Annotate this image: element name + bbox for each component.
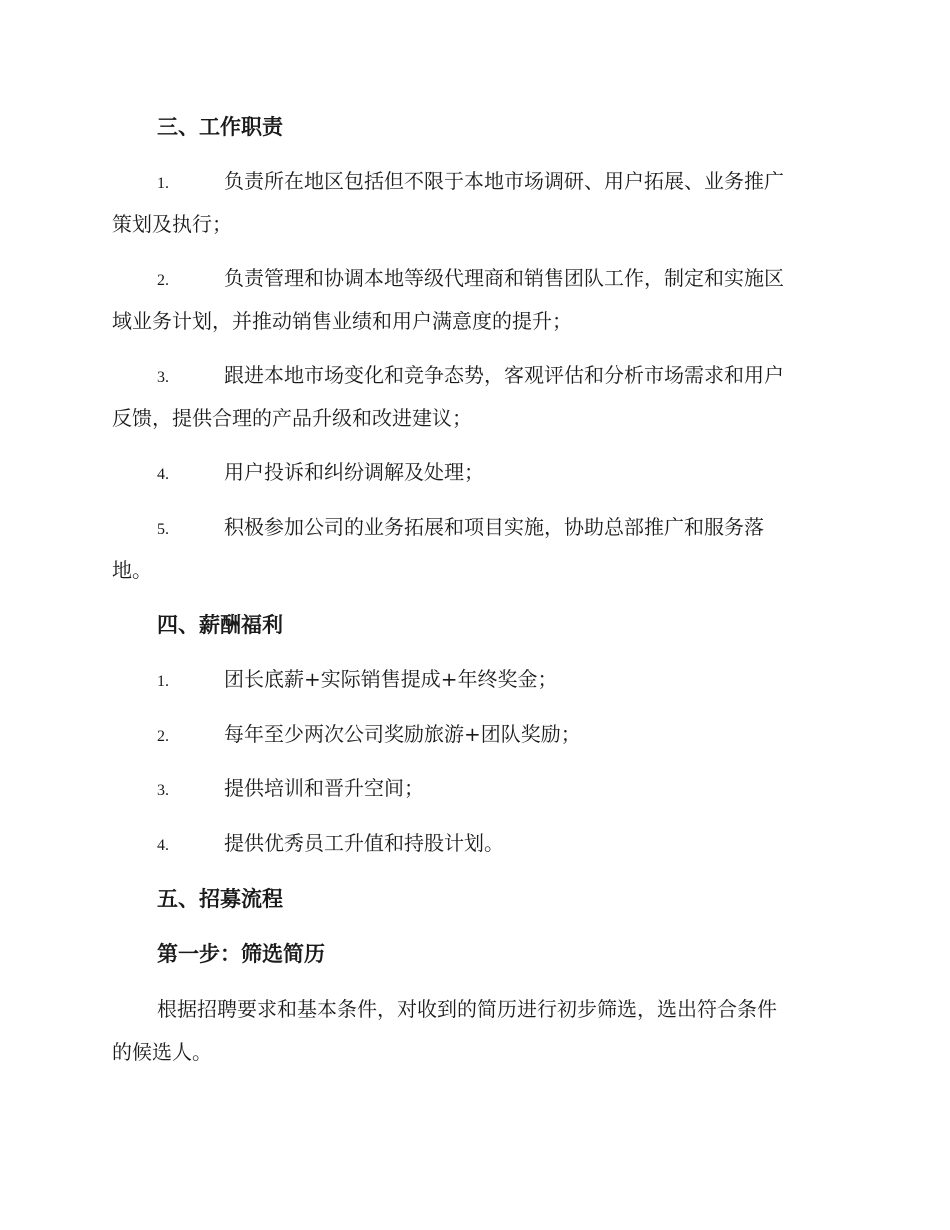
list-item-text: 跟进本地市场变化和竞争态势，客观评估和分析市场需求和用户 (224, 363, 784, 387)
list-item-number: 3. (157, 369, 169, 386)
list-item-text: 积极参加公司的业务拓展和项目实施，协助总部推广和服务落 (224, 515, 764, 539)
list-item-number: 4. (157, 466, 169, 483)
list-item-text-continued: 地。 (112, 558, 152, 582)
list-item-text: 提供优秀员工升值和持股计划。 (224, 831, 504, 855)
section-heading-duties: 三、工作职责 (157, 114, 283, 139)
list-item-text: 提供培训和晋升空间； (224, 776, 424, 800)
list-item-text-continued: 反馈，提供合理的产品升级和改进建议； (112, 406, 472, 430)
section-heading-recruitment: 五、招募流程 (157, 886, 283, 911)
step-heading: 第一步：筛选简历 (157, 941, 325, 966)
list-item-number: 1. (157, 673, 169, 690)
list-item-number: 2. (157, 272, 169, 289)
list-item-number: 5. (157, 521, 169, 538)
list-item-number: 2. (157, 728, 169, 745)
list-item-text-continued: 域业务计划，并推动销售业绩和用户满意度的提升； (112, 309, 572, 333)
list-item-text-continued: 策划及执行； (112, 212, 232, 236)
list-item-text: 负责所在地区包括但不限于本地市场调研、用户拓展、业务推广 (224, 169, 784, 193)
list-item-number: 1. (157, 175, 169, 192)
paragraph-text: 根据招聘要求和基本条件，对收到的简历进行初步筛选，选出符合条件 (157, 997, 777, 1021)
list-item-text: 用户投诉和纠纷调解及处理； (224, 460, 484, 484)
list-item-text: 每年至少两次公司奖励旅游+团队奖励； (224, 722, 581, 746)
list-item-number: 3. (157, 782, 169, 799)
paragraph-text-continued: 的候选人。 (112, 1040, 212, 1064)
section-heading-benefits: 四、薪酬福利 (157, 612, 283, 637)
list-item-number: 4. (157, 837, 169, 854)
list-item-text: 负责管理和协调本地等级代理商和销售团队工作，制定和实施区 (224, 266, 784, 290)
list-item-text: 团长底薪+实际销售提成+年终奖金； (224, 667, 558, 691)
